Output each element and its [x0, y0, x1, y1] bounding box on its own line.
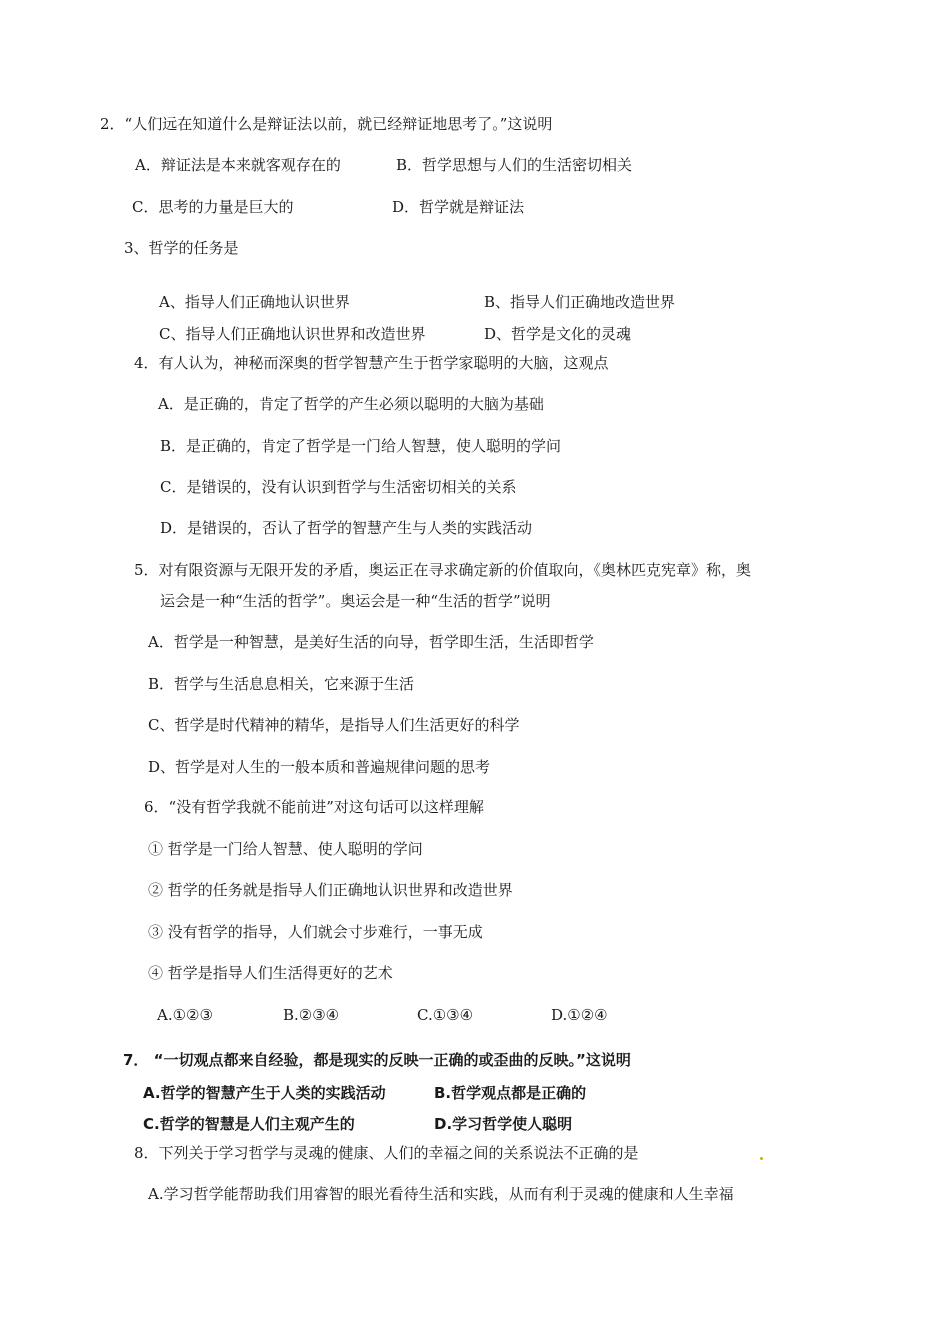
q6-statement-2: ② 哲学的任务就是指导人们正确地认识世界和改造世界 — [148, 881, 513, 899]
q2-option-d: D．哲学就是辩证法 — [392, 198, 525, 216]
q3-option-c: C、指导人们正确地认识世界和改造世界 — [159, 325, 426, 343]
q7-stem: 7． “一切观点都来自经验，都是现实的反映一正确的或歪曲的反映。”这说明 — [123, 1051, 631, 1069]
q5-stem-line1: 5．对有限资源与无限开发的矛盾，奥运正在寻求确定新的价值取向，《奥林匹克宪章》称，奥 — [134, 561, 752, 579]
q8-stem: 8．下列关于学习哲学与灵魂的健康、人们的幸福之间的关系说法不正确的是 — [134, 1144, 639, 1162]
q4-option-b: B．是正确的，肯定了哲学是一门给人智慧，使人聪明的学问 — [160, 437, 562, 455]
q6-statement-3: ③ 没有哲学的指导，人们就会寸步难行，一事无成 — [148, 923, 483, 941]
stray-dot-mark — [760, 1157, 763, 1160]
q3-option-a: A、指导人们正确地认识世界 — [159, 293, 350, 311]
q6-option-c: C.①③④ — [417, 1006, 474, 1024]
q4-stem: 4．有人认为，神秘而深奥的哲学智慧产生于哲学家聪明的大脑，这观点 — [134, 354, 609, 372]
q5-stem-line2: 运会是一种“生活的哲学”。奥运会是一种“生活的哲学”说明 — [160, 592, 551, 610]
q3-option-b: B、指导人们正确地改造世界 — [484, 293, 676, 311]
q6-option-a: A.①②③ — [157, 1006, 213, 1024]
q6-statement-4: ④ 哲学是指导人们生活得更好的艺术 — [148, 964, 393, 982]
q6-stem: 6．“没有哲学我就不能前进”对这句话可以这样理解 — [144, 798, 484, 816]
q7-option-c: C.哲学的智慧是人们主观产生的 — [143, 1115, 355, 1133]
q3-option-d: D、哲学是文化的灵魂 — [484, 325, 632, 343]
q2-stem: 2．“人们远在知道什么是辩证法以前，就已经辩证地思考了。”这说明 — [100, 115, 553, 133]
q7-option-b: B.哲学观点都是正确的 — [434, 1084, 587, 1102]
q3-stem: 3、哲学的任务是 — [124, 239, 239, 257]
q5-option-d: D、哲学是对人生的一般本质和普遍规律问题的思考 — [148, 758, 491, 776]
q4-option-c: C．是错误的，没有认识到哲学与生活密切相关的关系 — [160, 478, 517, 496]
q8-option-a: A.学习哲学能帮助我们用睿智的眼光看待生活和实践，从而有利于灵魂的健康和人生幸福 — [148, 1185, 734, 1203]
q4-option-a: A．是正确的，肯定了哲学的产生必须以聪明的大脑为基础 — [158, 395, 544, 413]
q5-option-a: A．哲学是一种智慧，是美好生活的向导，哲学即生活，生活即哲学 — [148, 633, 594, 651]
q2-option-a: A．辩证法是本来就客观存在的 — [135, 156, 341, 174]
q6-statement-1: ① 哲学是一门给人智慧、使人聪明的学问 — [148, 840, 423, 858]
q2-option-b: B．哲学思想与人们的生活密切相关 — [396, 156, 633, 174]
q7-option-a: A.哲学的智慧产生于人类的实践活动 — [143, 1084, 386, 1102]
q2-option-c: C．思考的力量是巨大的 — [132, 198, 294, 216]
q5-option-b: B．哲学与生活息息相关，它来源于生活 — [148, 675, 415, 693]
q7-option-d: D.学习哲学使人聪明 — [434, 1115, 573, 1133]
q4-option-d: D．是错误的，否认了哲学的智慧产生与人类的实践活动 — [160, 519, 533, 537]
q6-option-d: D.①②④ — [551, 1006, 608, 1024]
q6-option-b: B.②③④ — [283, 1006, 340, 1024]
q5-option-c: C、哲学是时代精神的精华，是指导人们生活更好的科学 — [148, 716, 520, 734]
